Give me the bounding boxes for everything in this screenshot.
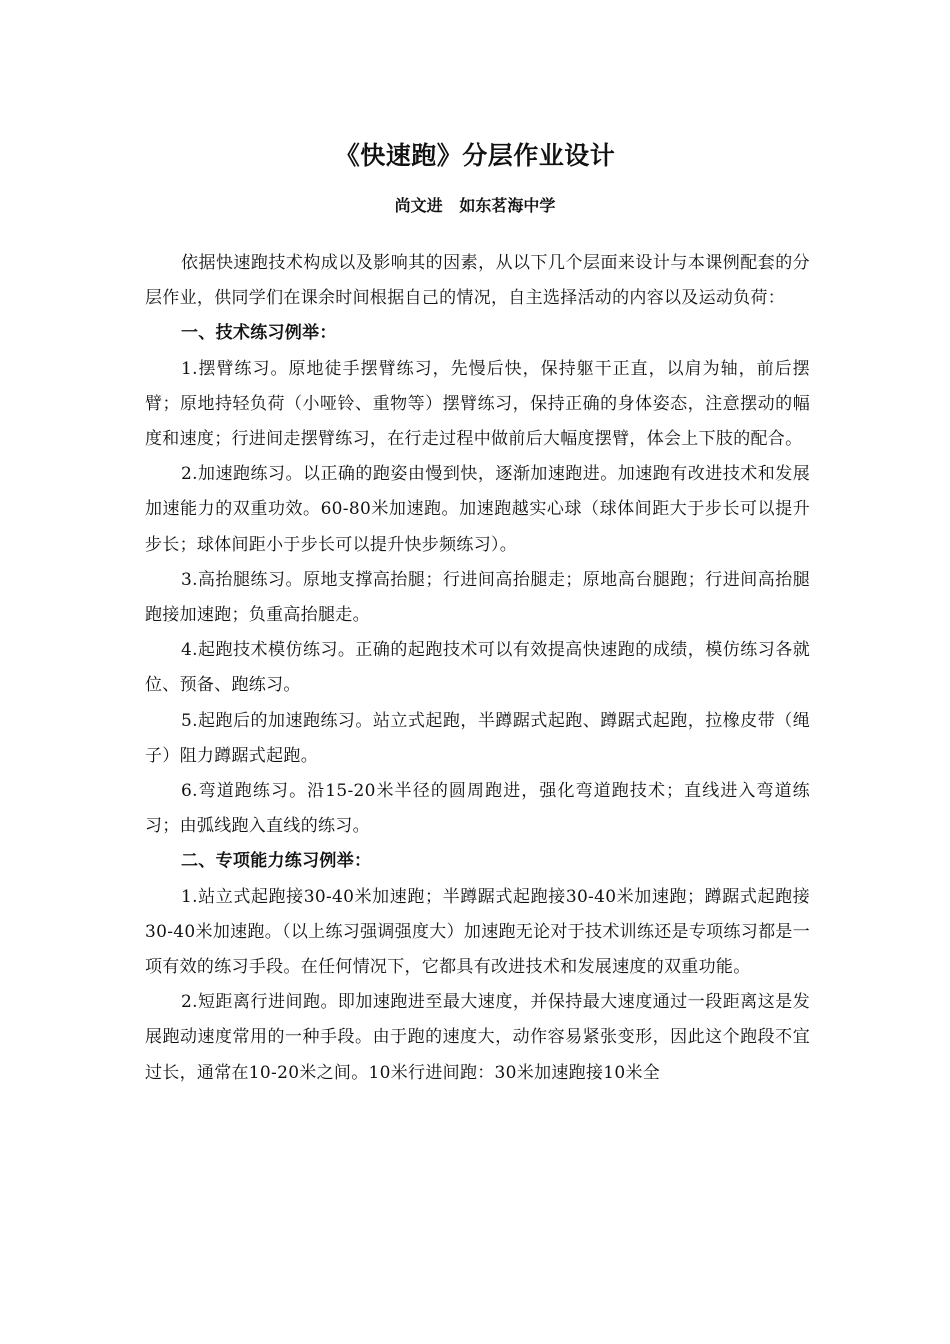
list-item: 2.短距离行进间跑。即加速跑进至最大速度，并保持最大速度通过一段距离这是发展跑动速度常用的一种手段。由于跑的速度大，动作容易紧张变形，因此这个跑段不宜过长，通常在10-20米之间。10米行进间跑：30米加速跑接10米全 — [145, 992, 810, 1083]
list-item: 1.站立式起跑接30-40米加速跑；半蹲踞式起跑接30-40米加速跑；蹲踞式起跑接30-40米加速跑。（以上练习强调强度大）加速跑无论对于技术训练还是专项练习都是一项有效的练习手段。在任何情况下，它都具有改进技术和发展速度的双重功能。 — [145, 886, 810, 978]
list-item: 6.弯道跑练习。沿15-20米半径的圆周跑进，强化弯道跑技术；直线进入弯道练习；由弧线跑入直线的练习。 — [145, 781, 810, 837]
document-title: 《快速跑》分层作业设计 — [334, 141, 616, 170]
document-body — [145, 246, 810, 1091]
section-heading-technique: 一、技术练习例举： — [181, 323, 337, 344]
section-heading-special-ability: 二、专项能力练习例举： — [181, 851, 372, 872]
list-item: 2.加速跑练习。以正确的跑姿由慢到快，逐渐加速跑进。加速跑有改进技术和发展加速能力的双重功效。60-80米加速跑。加速跑越实心球（球体间距大于步长可以提升步长；球体间距小于步长可以提升快步频练习）。 — [145, 464, 810, 555]
intro-paragraph: 依据快速跑技术构成以及影响其的因素，从以下几个层面来设计与本课例配套的分层作业，供同学们在课余时间根据自己的情况，自主选择活动的内容以及运动负荷： — [145, 253, 810, 309]
list-item: 1.摆臂练习。原地徒手摆臂练习，先慢后快，保持躯干正直，以肩为轴，前后摆臂；原地持轻负荷（小哑铃、重物等）摆臂练习，保持正确的身体姿态，注意摆动的幅度和速度；行进间走摆臂练习，在行走过程中做前后大幅度摆臂，体会上下肢的配合。 — [145, 358, 810, 450]
author-line: 尚文进 如东茗海中学 — [394, 196, 556, 215]
list-item: 4.起跑技术模仿练习。正确的起跑技术可以有效提高快速跑的成绩，模仿练习各就位、预备、跑练习。 — [145, 640, 810, 696]
list-item: 5.起跑后的加速跑练习。站立式起跑，半蹲踞式起跑、蹲踞式起跑，拉橡皮带（绳子）阻力蹲踞式起跑。 — [145, 710, 810, 766]
list-item: 3.高抬腿练习。原地支撑高抬腿；行进间高抬腿走；原地高台腿跑；行进间高抬腿跑接加速跑；负重高抬腿走。 — [145, 569, 810, 626]
